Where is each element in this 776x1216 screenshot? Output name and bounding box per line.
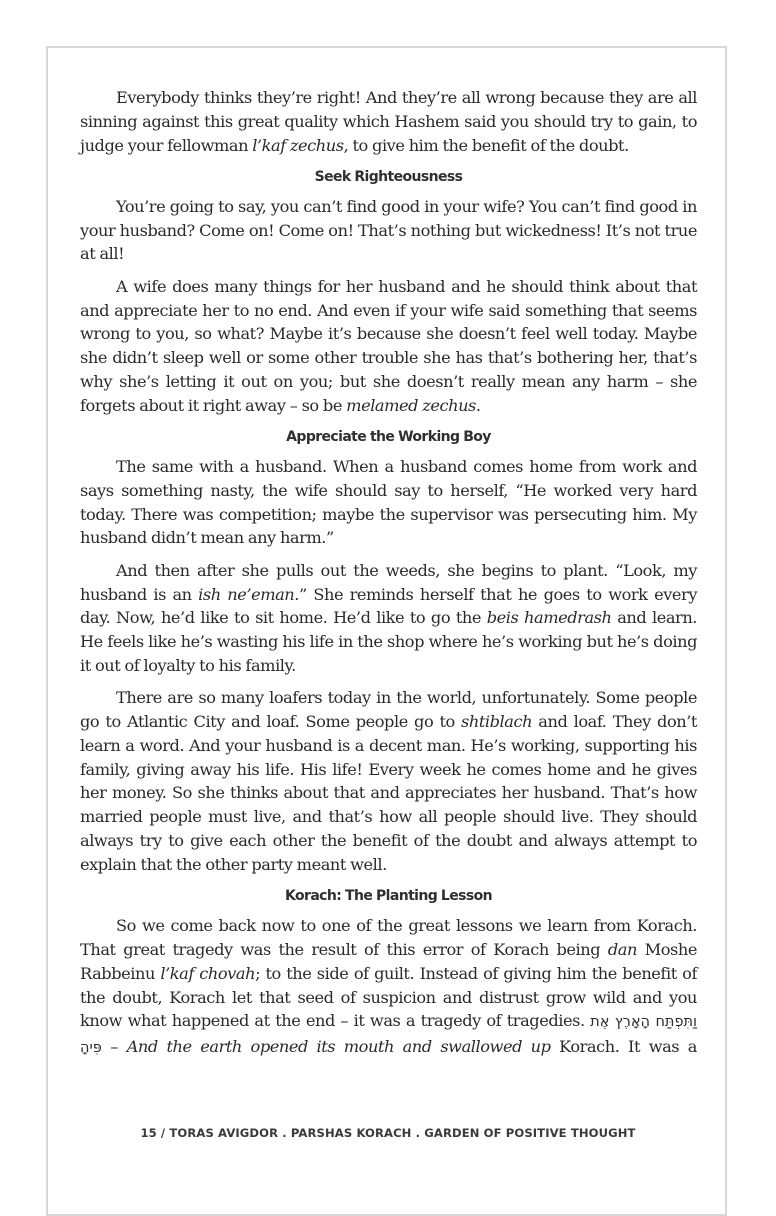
text-run: Moshe Rabbeinu xyxy=(80,939,697,983)
italic-term: l’kaf chovah xyxy=(160,963,256,983)
italic-term: beis hamedrash xyxy=(486,608,612,628)
paragraph xyxy=(80,914,697,1061)
text-run: Korach xyxy=(559,1037,615,1057)
page-body xyxy=(80,86,697,1069)
paragraph xyxy=(80,686,697,876)
paragraph xyxy=(80,86,697,157)
section-heading: Appreciate the Working Boy xyxy=(286,429,491,446)
verse-translation: And the earth opened its mouth and swallowed up xyxy=(126,1037,560,1057)
italic-term: dan xyxy=(607,939,637,959)
text-run: , to give him the benefit of the doubt. xyxy=(343,135,629,155)
text-run: . xyxy=(475,395,481,415)
text-run: and learn. He feels like he’s wasting his life in the shop where he’s working but he’s doing it out of loyalty to his family. xyxy=(80,608,697,675)
paragraph xyxy=(80,275,697,418)
italic-term: shtiblach xyxy=(461,712,533,732)
text-run: The same with a husband. When a husband comes home from work and says something nasty, the wife should say to herself, “He worked very hard today. There was competition; maybe the supervisor was persecuting him. My husband didn’t mean any harm.” xyxy=(80,457,697,548)
page-footer: 15 / TORAS AVIGDOR . PARSHAS KORACH . GARDEN OF POSITIVE THOUGHT xyxy=(140,1126,636,1140)
text-run: ; to the side of guilt. Instead of giving him the benefit of the doubt, Korach let that seed of suspicion and distrust grow wild and you know what happened at the end – it was a tragedy of tragedies. xyxy=(80,963,697,1031)
italic-term: ish ne’eman xyxy=(198,584,295,604)
text-run: There are so many loafers today in the world, unfortunately. Some people go to Atlantic City and loaf. Some people go to xyxy=(80,688,697,732)
paragraph xyxy=(80,559,697,678)
text-run: – xyxy=(101,1037,127,1057)
text-run: And then after she pulls out the weeds, she begins to plant. “Look, my husband is an xyxy=(80,560,697,604)
text-run: So we come back now to one of the great lessons we learn from Korach. That great tragedy was the result of this error of Korach being xyxy=(80,916,697,959)
paragraph xyxy=(80,195,697,266)
text-run: .” She reminds herself that he goes to work every day. Now, he’d like to sit home. He’d like to go the xyxy=(80,584,698,628)
text-run: You’re going to say, you can’t find good in your wife? You can’t find good in your husband? Come on! Come on! That’s nothing but wickedness! It’s not true at all! xyxy=(80,196,697,264)
section-heading: Seek Righteousness xyxy=(314,168,463,185)
text-run: and loaf. They don’t learn a word. And your husband is a decent man. He’s working, supporting his family, giving away his life. His life! Every week he comes home and he gives her money. So she thinks about that and appreciates her husband. That’s how married people must live, and that’s how all people should live. They should always try to give each other the benefit of the doubt and always attempt to explain that the other party meant well. xyxy=(80,712,697,874)
italic-term: melamed zechus xyxy=(346,395,476,415)
section-heading: Korach: The Planting Lesson xyxy=(285,888,492,905)
text-run: . It was a xyxy=(614,1037,697,1057)
paragraph xyxy=(80,455,697,550)
text-run: Everybody thinks they’re right! And they’re all wrong because they are all sinning against this great quality which Hashem said you should try to gain, to judge your fellowman xyxy=(80,88,697,155)
text-run: A wife does many things for her husband and he should think about that and appreciate her to no end. And even if your wife said something that seems wrong to you, so what? Maybe it’s because she doesn’t feel well today. Maybe she didn’t sleep well or some other trouble she has that’s bothering her, that’s why she’s letting it out on you; but she doesn’t really mean any harm – she forgets about it right away – so be xyxy=(80,276,697,415)
italic-term: l’kaf zechus xyxy=(252,135,344,155)
hebrew-verse: וַתִּפְתַּח הָאָרֶץ אֶת פִּיהָ xyxy=(80,1014,697,1057)
